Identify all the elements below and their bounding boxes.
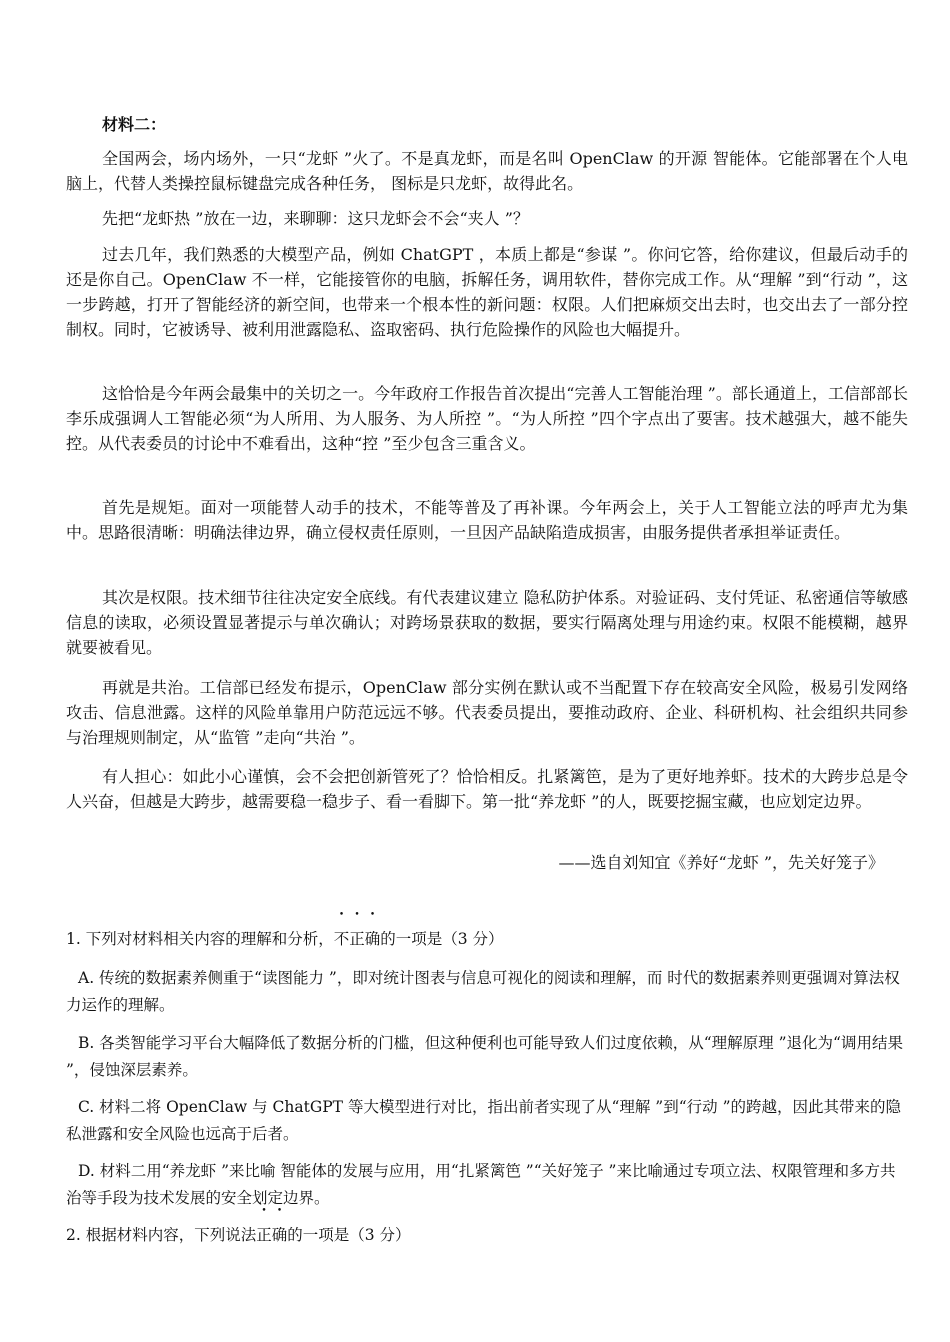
question-1-stem [66,927,908,952]
question-1-prefix: 1. 下列对材料相关内容的理解和分析， [66,930,334,948]
source-citation: ——选自刘知宜《养好“龙虾 ”，先关好笼子》 [558,853,884,872]
emphasis-char: 正 [349,930,365,948]
option-b: B. 各类智能学习平台大幅降低了数据分析的门槛，但这种便利也可能导致人们过度依赖，从“理解原理 ”退化为“调用结果 ”，侵蚀深层素养。 [66,1034,903,1079]
paragraph-8: 有人担心：如此小心谨慎，会不会把创新管死了？恰恰相反。扎紧篱笆，是为了更好地养虾。技术的大跨步总是令人兴奋，但越是大跨步，越需要稳一稳步子、看一看脚下。第一批“养龙虾 ”的人，既要挖掘宝藏，也应划定边界。 [66,767,908,811]
question-1-suffix: 的一项是（3 分） [380,930,504,948]
emphasis-char: 确 [364,930,381,948]
paragraph-2: 先把“龙虾热 ”放在一边，来聊聊：这只龙虾会不会“夹人 ”？ [102,209,529,228]
emphasis-char: 正 [256,1226,272,1244]
material-heading: 材料二： [102,115,167,134]
paragraph-4: 这恰恰是今年两会最集中的关切之一。今年政府工作报告首次提出“完善人工智能治理 ”。部长通道上，工信部部长李乐成强调人工智能必须“为人所用、为人服务、为人所控 ”。“为人所控 ”四个字点出了要害。技术越强大，越不能失控。从代表委员的讨论中不难看出，这种“控 ”至少包含三重含义。 [66,384,908,453]
option-c: C. 材料二将 OpenClaw 与 ChatGPT 等大模型进行对比，指出前者实现了从“理解 ”到“行动 ”的跨越，因此其带来的隐私泄露和安全风险也远高于后者。 [66,1098,901,1143]
question-2-prefix: 2. 根据材料内容，下列说法 [66,1226,257,1244]
paragraph-1: 全国两会，场内场外，一只“龙虾 ”火了。不是真龙虾，而是名叫 OpenClaw 的开源 智能体。它能部署在个人电脑上，代替人类操控鼠标键盘完成各种任务， 图标是只龙虾，故得此名。 [66,149,908,193]
paragraph-5: 首先是规矩。面对一项能替人动手的技术，不能等普及了再补课。今年两会上，关于人工智能立法的呼声尤为集中。思路很清晰：明确法律边界，确立侵权责任原则，一旦因产品缺陷造成损害，由服务提供者承担举证责任。 [66,498,908,542]
question-2-suffix: 的一项是（3 分） [287,1226,411,1244]
question-2-stem [66,1223,908,1248]
option-a: A. 传统的数据素养侧重于“读图能力 ”，即对统计图表与信息可视化的阅读和理解，而 时代的数据素养则更强调对算法权力运作的理解。 [66,969,900,1014]
emphasis-char: 不 [333,930,350,948]
paragraph-7: 再就是共治。工信部已经发布提示，OpenClaw 部分实例在默认或不当配置下存在较高安全风险，极易引发网络攻击、信息泄露。这样的风险单靠用户防范远远不够。代表委员提出，要推动政府、企业、科研机构、社会组织共同参与治理规则制定，从“监管 ”走向“共治 ”。 [66,678,908,747]
option-d: D. 材料二用“养龙虾 ”来比喻 智能体的发展与应用，用“扎紧篱笆 ”“关好笼子 ”来比喻通过专项立法、权限管理和多方共治等手段为技术发展的安全划定边界。 [66,1162,896,1207]
paragraph-6: 其次是权限。技术细节往往决定安全底线。有代表建议建立 隐私防护体系。对验证码、支付凭证、私密通信等敏感信息的读取，必须设置显著提示与单次确认；对跨场景获取的数据，要实行隔离处理与用途约束。权限不能模糊，越界就要被看见。 [66,588,908,657]
emphasis-char: 确 [271,1226,288,1244]
paragraph-3: 过去几年，我们熟悉的大模型产品，例如 ChatGPT ，本质上都是“参谋 ”。你问它答，给你建议，但最后动手的还是你自己。OpenClaw 不一样，它能接管你的电脑，拆解任务，调用软件，替你完成工作。从“理解 ”到“行动 ”，这一步跨越，打开了智能经济的新空间，也带来一个根本性的新问题：权限。人们把麻烦交出去时，也交出去了一部分控制权。同时，它被诱导、被利用泄露隐私、盗取密码、执行危险操作的风险也大幅提升。 [66,245,908,339]
